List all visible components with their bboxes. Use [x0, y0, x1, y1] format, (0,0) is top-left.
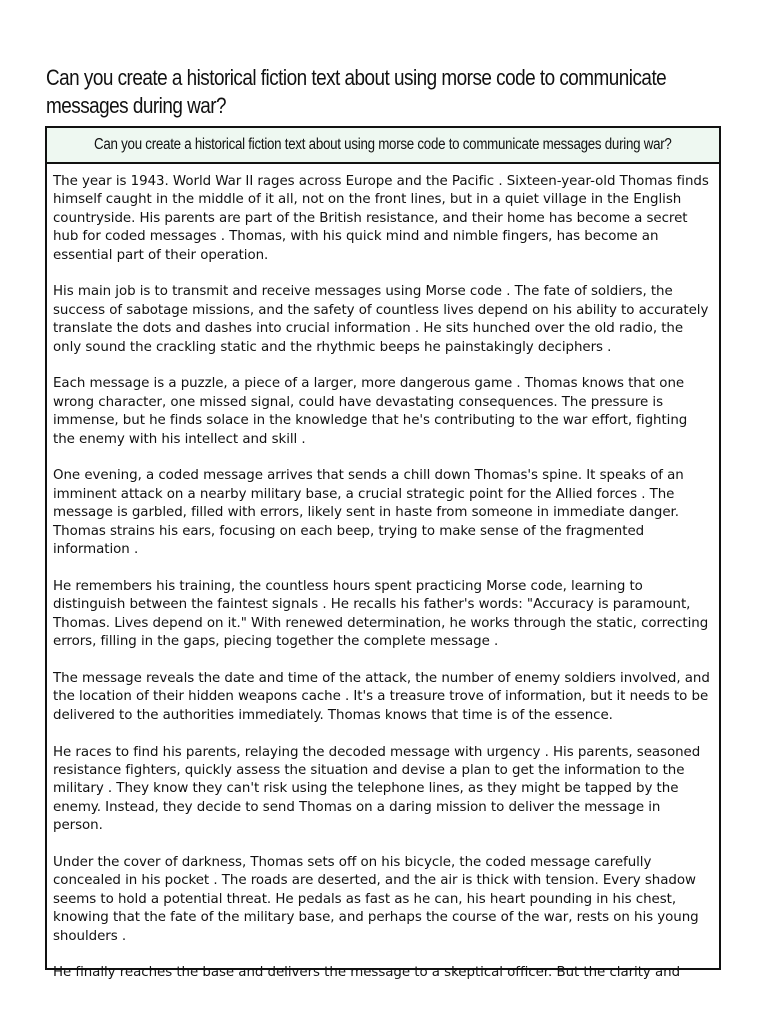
- box-header-title: Can you create a historical fiction text about using morse code to communicate messages during war?: [94, 136, 672, 153]
- content-box: [45, 126, 721, 981]
- story-paragraph: One evening, a coded message arrives that sends a chill down Thomas's spine. It speaks of an imminent attack on a nearby military base, a crucial strategic point for the Allied forces . The message is garbled, filled with errors, likely sent in haste from someone in immediate danger. Thomas strains his ears, focusing on each beep, trying to make sense of the fragmented information .: [53, 468, 684, 558]
- story-paragraph: The message reveals the date and time of the attack, the number of enemy soldiers involved, and the location of their hidden weapons cache . It's a treasure trove of information, but it needs to be delivered to the authorities immediately. Thomas knows that time is of the essence.: [53, 670, 710, 723]
- story-paragraph: He remembers his training, the countless hours spent practicing Morse code, learning to distinguish between the faintest signals . He recalls his father's words: "Accuracy is paramount, Thomas. Lives depend on it." With renewed determination, he works through the static, correcting errors, filling in the gaps, piecing together the complete message .: [53, 578, 709, 650]
- story-paragraph: He races to find his parents, relaying the decoded message with urgency . His parents, seasoned resistance fighters, quickly assess the situation and devise a plan to get the information to the military . They know they can't risk using the telephone lines, as they might be tapped by the enemy. Instead, they decide to send Thomas on a daring mission to deliver the message in person.: [53, 744, 701, 834]
- story-paragraph: Under the cover of darkness, Thomas sets off on his bicycle, the coded message carefully concealed in his pocket . The roads are deserted, and the air is thick with tension. Every shadow seems to hold a potential threat. He pedals as fast as he can, his heart pounding in his chest, knowing that the fate of the military base, and perhaps the course of the war, rests on his young shoulders .: [53, 854, 699, 944]
- story-paragraph: He finally reaches the base and delivers the message to a skeptical officer. But the clarity and: [53, 965, 681, 981]
- story-paragraph: His main job is to transmit and receive messages using Morse code . The fate of soldiers, the success of sabotage missions, and the safety of countless lives depend on his ability to accurately translate the dots and dashes into crucial information . He sits hunched over the old radio, the only sound the crackling static and the rhythmic beeps he painstakingly deciphers .: [53, 284, 709, 355]
- story-paragraph: Each message is a puzzle, a piece of a larger, more dangerous game . Thomas knows that one wrong character, one missed signal, could have devastating consequences. The pressure is immense, but he finds solace in the knowledge that he's contributing to the war effort, fighting the enemy with his intellect and skill .: [53, 376, 688, 447]
- story-paragraph: The year is 1943. World War II rages across Europe and the Pacific . Sixteen-year-old Thomas finds himself caught in the middle of it all, not on the front lines, but in a quiet village in the English countryside. His parents are part of the British resistance, and their home has become a secret hub for coded messages . Thomas, with his quick mind and nimble fingers, has become an essential part of their operation.: [53, 174, 709, 263]
- box-header: [47, 128, 719, 164]
- story-body: [47, 164, 719, 983]
- page-title: Can you create a historical fiction text about using morse code to communicate messages during war?: [46, 65, 667, 118]
